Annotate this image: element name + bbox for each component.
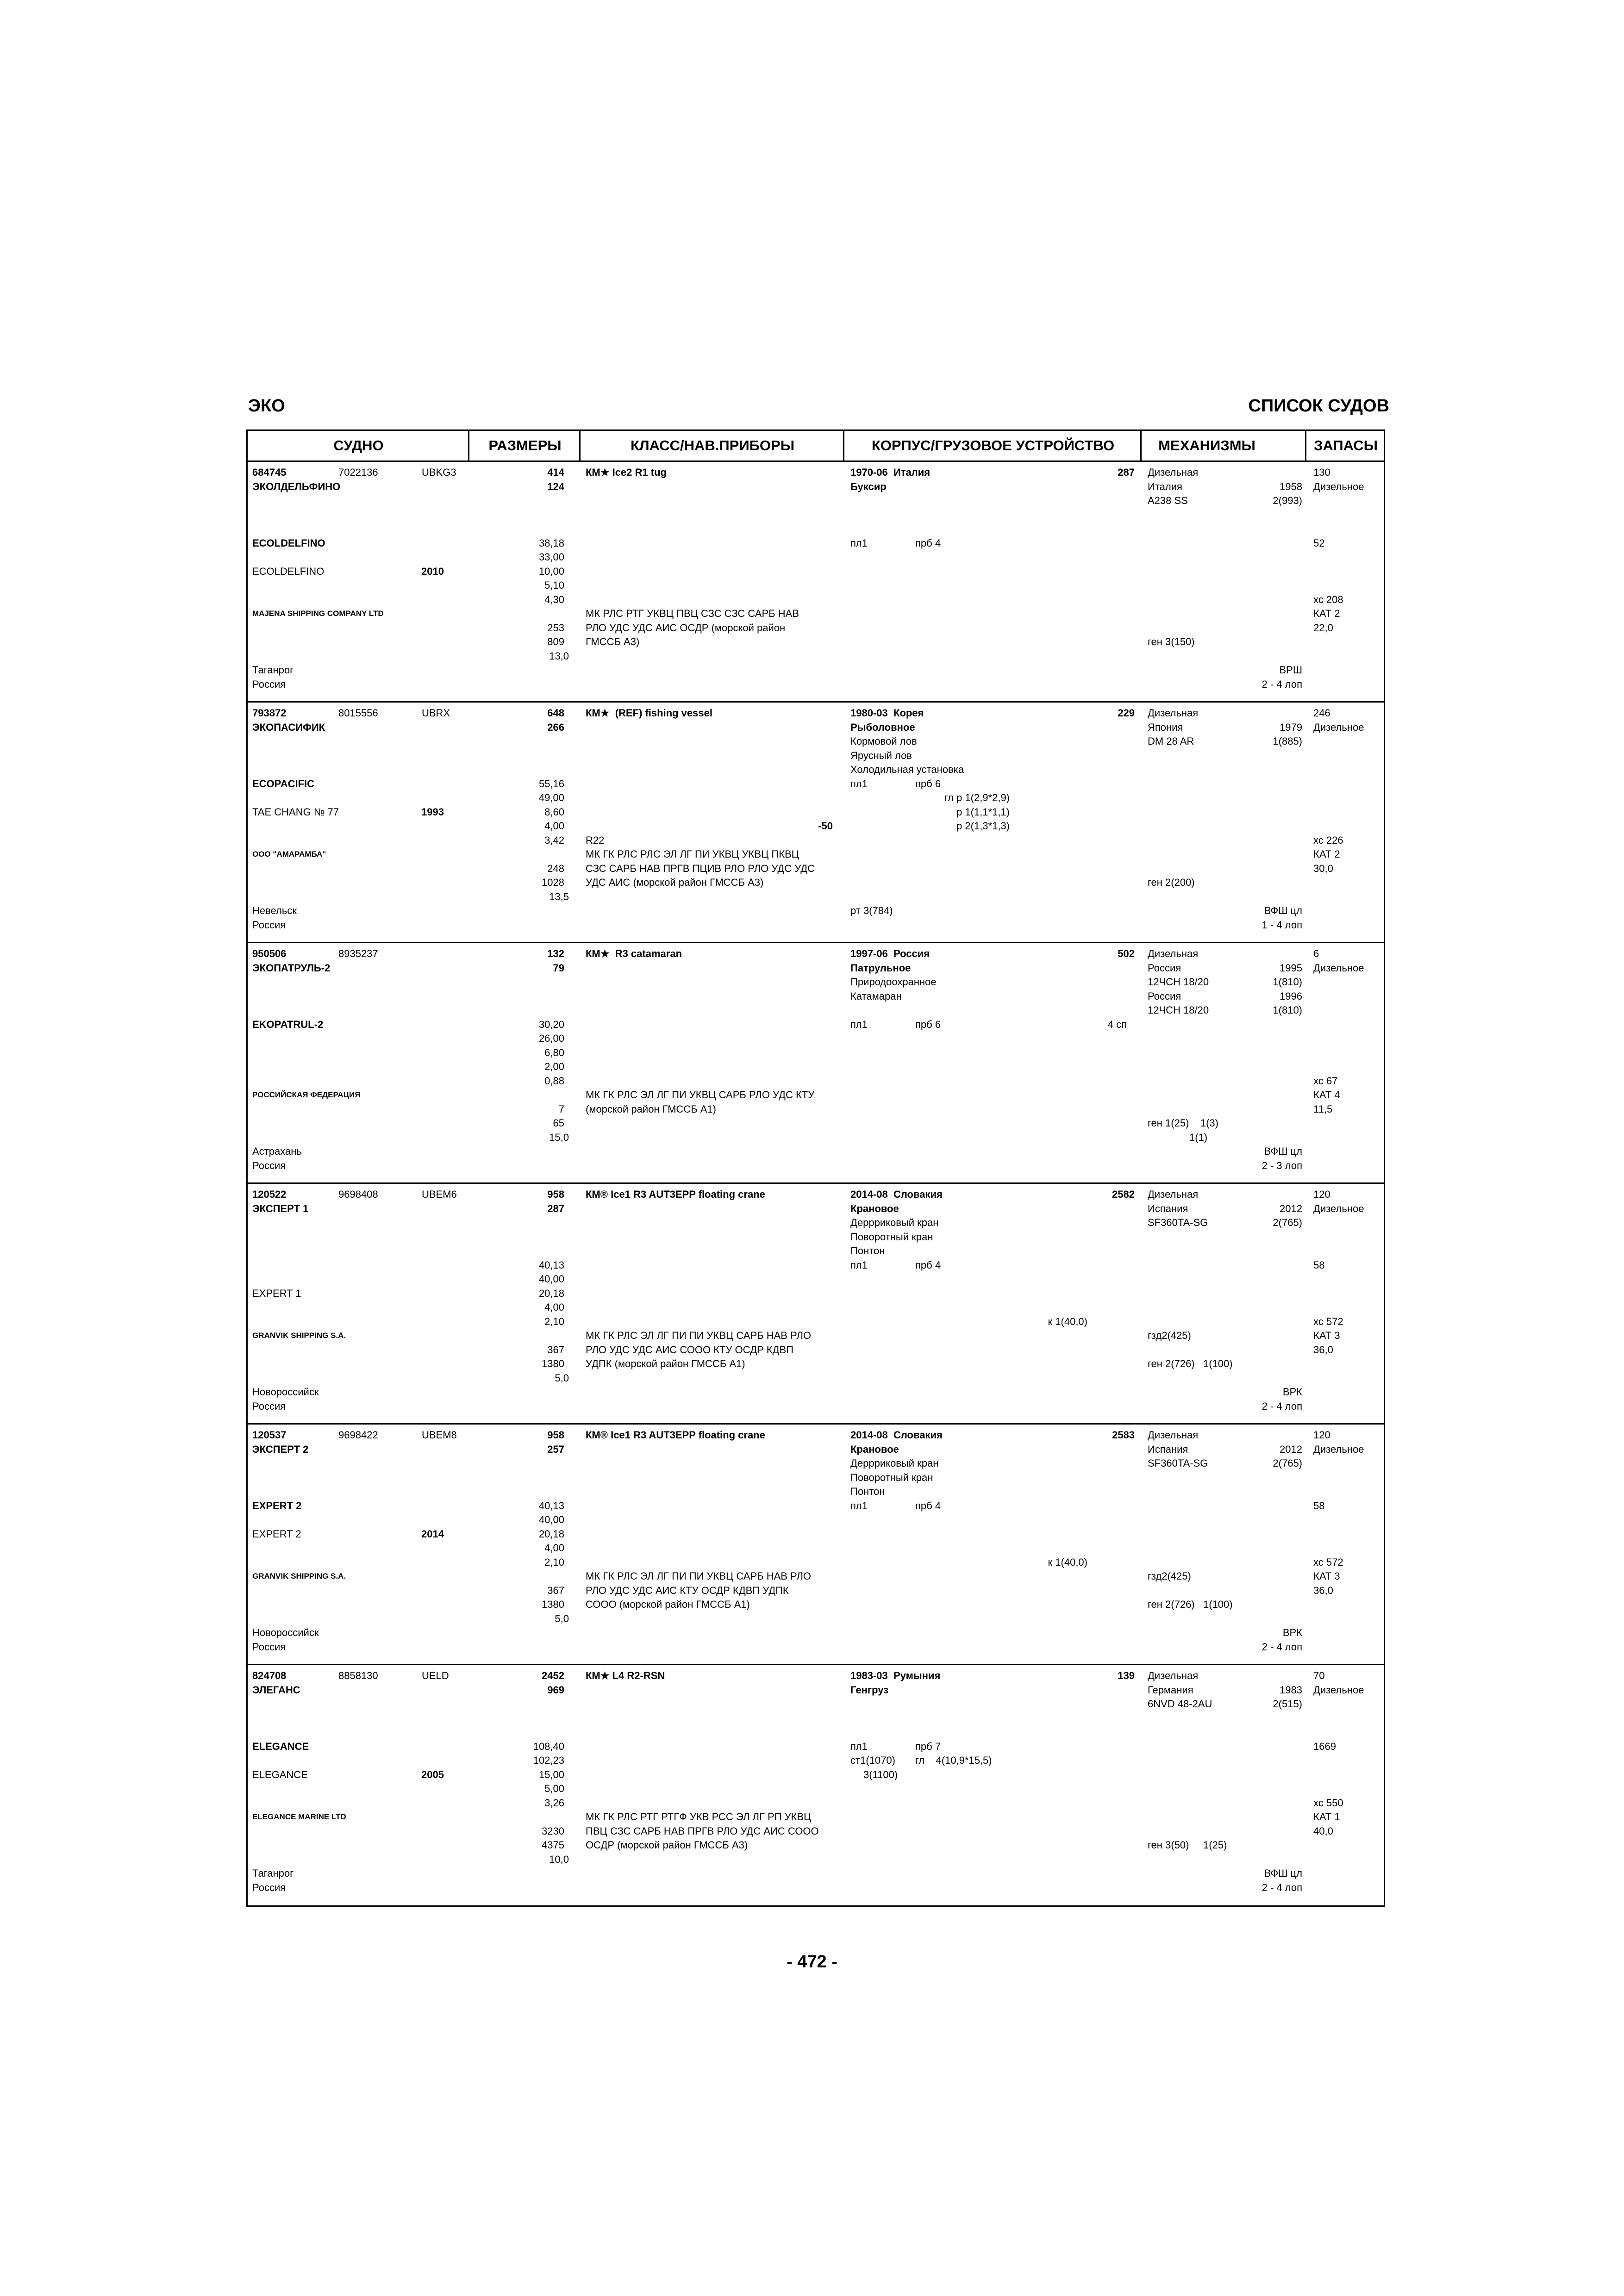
nav-equipment: ГМССБ А3) bbox=[586, 636, 640, 647]
hull-type: Рыболовное bbox=[850, 721, 915, 733]
hull-feature: Поворотный кран bbox=[850, 1471, 933, 1483]
engine-power: 2(765) bbox=[1273, 1457, 1302, 1469]
former-name: TAE CHANG № 77 bbox=[252, 806, 339, 818]
engine-info: 12ЧСН 18/20 bbox=[1148, 1004, 1209, 1016]
dimension-value: 287 bbox=[547, 1202, 564, 1214]
vessel-latin-name: ECOLDELFINO bbox=[252, 537, 325, 549]
generators: ген 3(50) 1(25) bbox=[1148, 1839, 1227, 1851]
imo-number: 9698408 bbox=[338, 1188, 378, 1200]
class-notation: КМ★ Ice2 R1 tug bbox=[586, 467, 667, 478]
vessel-record bbox=[248, 703, 1384, 943]
propeller-blades: 1 - 4 лоп bbox=[1262, 919, 1302, 931]
imo-number: 9698422 bbox=[338, 1429, 378, 1441]
crew-category: 11,5 bbox=[1313, 1103, 1333, 1115]
dimension-value: 248 bbox=[547, 862, 564, 874]
supply-code: 246 bbox=[1313, 707, 1330, 719]
dimension-value: 30,20 bbox=[538, 1018, 564, 1030]
supply-value: 52 bbox=[1313, 537, 1325, 549]
engine-year: 1995 bbox=[1280, 962, 1302, 974]
dimension-value: 20,18 bbox=[538, 1528, 564, 1540]
nav-equipment: РЛО УДС УДС АИС СООО КТУ ОСДР КДВП bbox=[586, 1344, 793, 1356]
propeller-blades: 2 - 4 лоп bbox=[1262, 678, 1302, 690]
hull-build: 1983-03 Румыния bbox=[850, 1670, 941, 1681]
imo-number: 7022136 bbox=[338, 467, 378, 478]
fuel-type: Дизельное bbox=[1313, 1443, 1364, 1455]
crew-category: 36,0 bbox=[1313, 1584, 1333, 1596]
engine-year: 1979 bbox=[1280, 721, 1302, 733]
imo-number: 8935237 bbox=[338, 948, 378, 959]
crew-category: КАТ 4 bbox=[1313, 1089, 1340, 1101]
nav-equipment: (морской район ГМССБ А1) bbox=[586, 1103, 716, 1115]
nav-equipment: РЛО УДС УДС АИС КТУ ОСДР КДВП УДПК bbox=[586, 1584, 789, 1596]
generators: гзд2(425) bbox=[1148, 1330, 1191, 1341]
call-sign: UBKG3 bbox=[422, 467, 456, 478]
hull-feature: Поворотный кран bbox=[850, 1231, 933, 1243]
fuel-type: Дизельное bbox=[1313, 1202, 1364, 1214]
port-of-registry: Новороссийск bbox=[252, 1386, 319, 1398]
hull-build: 1997-06 Россия bbox=[850, 948, 930, 959]
dimension-value: 5,00 bbox=[544, 1783, 564, 1794]
dimension-value: 2,10 bbox=[544, 1315, 564, 1327]
engine-power: 1(885) bbox=[1273, 735, 1302, 747]
nav-equipment: МК ГК РЛС ЭЛ ЛГ ПИ ПИ УКВЦ САРБ НАВ РЛО bbox=[586, 1570, 812, 1582]
col-header-vessel: СУДНО bbox=[333, 437, 384, 454]
vessel-name: ЭКОЛДЕЛЬФИНО bbox=[252, 480, 341, 492]
generators-extra: ген 2(726) 1(100) bbox=[1148, 1599, 1233, 1610]
dimension-value: 49,00 bbox=[538, 792, 564, 803]
flag: Россия bbox=[252, 678, 286, 690]
class-notation: КМ® Ice1 R3 AUT3EPP floating crane bbox=[586, 1429, 765, 1441]
generators: ген 2(200) bbox=[1148, 877, 1195, 888]
flag: Россия bbox=[252, 1159, 286, 1171]
hull-build: 2014-08 Словакия bbox=[850, 1188, 943, 1200]
vessel-name: ЭКОПАСИФИК bbox=[252, 721, 325, 733]
decks: пл1 bbox=[850, 1500, 868, 1512]
engine-power: 2(515) bbox=[1273, 1698, 1302, 1710]
nav-equipment: ПВЦ СЗС САРБ НАВ ПРГВ РЛО УДС АИС СООО bbox=[586, 1825, 819, 1837]
dimension-value: 414 bbox=[547, 467, 564, 478]
call-sign: UBRX bbox=[422, 707, 450, 719]
dimension-value: 33,00 bbox=[538, 551, 564, 563]
dimension-value: 1028 bbox=[542, 877, 564, 888]
crew-category: хс 208 bbox=[1313, 593, 1343, 605]
engine-info: Дизельная bbox=[1148, 1188, 1199, 1200]
vessel-name: ЭКСПЕРТ 2 bbox=[252, 1443, 309, 1455]
decks: пл1 bbox=[850, 537, 868, 549]
hull-type: Буксир bbox=[850, 480, 887, 492]
former-name-year: 2010 bbox=[421, 565, 444, 577]
engine-info: 12ЧСН 18/20 bbox=[1148, 976, 1209, 988]
owner: GRANVIK SHIPPING S.A. bbox=[252, 1572, 346, 1580]
former-name: EXPERT 1 bbox=[252, 1287, 301, 1299]
owner: MAJENA SHIPPING COMPANY LTD bbox=[252, 609, 384, 618]
generators: гзд2(425) bbox=[1148, 1570, 1191, 1582]
engine-info: Дизельная bbox=[1148, 948, 1199, 959]
section-title: ЭКО bbox=[248, 396, 285, 416]
crew-category: КАТ 1 bbox=[1313, 1811, 1340, 1823]
hull-type: Генгруз bbox=[850, 1684, 889, 1696]
engine-year: 1983 bbox=[1280, 1684, 1302, 1696]
crew-category: 36,0 bbox=[1313, 1344, 1333, 1356]
propeller-blades: 2 - 4 лоп bbox=[1262, 1881, 1302, 1893]
hull-build: 1970-06 Италия bbox=[850, 467, 931, 478]
former-name-year: 2014 bbox=[421, 1528, 444, 1540]
vessel-latin-name: ELEGANCE bbox=[252, 1740, 309, 1752]
propeller: ВФШ цл bbox=[1264, 1145, 1302, 1157]
nav-equipment: МК ГК РЛС РЛС ЭЛ ЛГ ПИ УКВЦ УКВЦ ПКВЦ bbox=[586, 848, 799, 860]
owner: ООО "АМАРАМБА" bbox=[252, 850, 326, 859]
engine-info: Дизельная bbox=[1148, 707, 1199, 719]
nav-equipment: R22 bbox=[586, 834, 605, 846]
cargo-hatch: гл р 1(2,9*2,9) bbox=[944, 792, 1010, 803]
cargo-gear: к 1(40,0) bbox=[1048, 1315, 1087, 1327]
propeller: ВРК bbox=[1282, 1386, 1302, 1398]
generators-extra: 1(1) bbox=[1189, 1131, 1208, 1143]
engine-power: 2(765) bbox=[1273, 1217, 1302, 1228]
cargo-gear: к 1(40,0) bbox=[1048, 1556, 1087, 1568]
imo-number: 8015556 bbox=[338, 707, 378, 719]
class-mark: -50 bbox=[818, 820, 833, 832]
nav-equipment: МК РЛС РТГ УКВЦ ПВЦ СЗС СЗС САРБ НАВ bbox=[586, 608, 799, 619]
dimension-value: 40,00 bbox=[538, 1273, 564, 1285]
flag: Россия bbox=[252, 1400, 286, 1412]
hull-number: 502 bbox=[1118, 948, 1135, 959]
hull-feature: Катамаран bbox=[850, 990, 902, 1002]
vessel-record bbox=[248, 462, 1384, 703]
supply-value: 1669 bbox=[1313, 1740, 1336, 1752]
engine-year: 1996 bbox=[1280, 990, 1302, 1002]
engine-year: 1958 bbox=[1280, 480, 1302, 492]
reg-number: 793872 bbox=[252, 707, 287, 719]
dimension-value: 648 bbox=[547, 707, 564, 719]
cargo-gear: 4 сп bbox=[1107, 1018, 1127, 1030]
flag: Россия bbox=[252, 1641, 286, 1653]
engine-info: Япония bbox=[1148, 721, 1183, 733]
port-of-registry: Астрахань bbox=[252, 1145, 302, 1157]
dimension-value: 40,13 bbox=[538, 1500, 564, 1512]
generators: ген 3(150) bbox=[1148, 636, 1195, 647]
propeller: ВФШ цл bbox=[1264, 905, 1302, 916]
dimension-value: 4,00 bbox=[544, 820, 564, 832]
dimension-value: 10,00 bbox=[538, 565, 564, 577]
nav-equipment: МК ГК РЛС ЭЛ ЛГ ПИ УКВЦ САРБ РЛО УДС КТУ bbox=[586, 1089, 815, 1101]
propeller-blades: 2 - 4 лоп bbox=[1262, 1400, 1302, 1412]
crew-category: хс 572 bbox=[1313, 1315, 1343, 1327]
dimension-value: 3230 bbox=[542, 1825, 564, 1837]
dimension-value: 15,00 bbox=[538, 1768, 564, 1780]
flag: Россия bbox=[252, 1881, 286, 1893]
nav-equipment: МК ГК РЛС ЭЛ ЛГ ПИ ПИ УКВЦ САРБ НАВ РЛО bbox=[586, 1330, 812, 1341]
dimension-value: 65 bbox=[553, 1117, 564, 1129]
vessel-latin-name: ECOPACIFIC bbox=[252, 778, 315, 790]
dimension-value: 55,16 bbox=[538, 778, 564, 790]
bulkheads: прб 7 bbox=[915, 1740, 941, 1752]
nav-equipment: УДС АИС (морской район ГМССБ А3) bbox=[586, 877, 764, 888]
nav-equipment: ОСДР (морской район ГМССБ А3) bbox=[586, 1839, 748, 1851]
hull-type: Крановое bbox=[850, 1443, 899, 1455]
engine-info: SF360TA-SG bbox=[1148, 1457, 1208, 1469]
engine-info: Дизельная bbox=[1148, 467, 1199, 478]
nav-equipment: СООО (морской район ГМССБ А1) bbox=[586, 1599, 750, 1610]
supply-value: 58 bbox=[1313, 1500, 1325, 1512]
col-header-dimensions: РАЗМЕРЫ bbox=[488, 437, 562, 454]
bulkheads: прб 4 bbox=[915, 537, 941, 549]
port-of-registry: Новороссийск bbox=[252, 1627, 319, 1638]
reg-number: 824708 bbox=[252, 1670, 287, 1681]
engine-power: 1(810) bbox=[1273, 1004, 1302, 1016]
dimension-value: 4,00 bbox=[544, 1542, 564, 1554]
supply-code: 130 bbox=[1313, 467, 1330, 478]
crew-category: КАТ 3 bbox=[1313, 1570, 1340, 1582]
vessel-record bbox=[248, 1425, 1384, 1665]
supply-code: 120 bbox=[1313, 1429, 1330, 1441]
nav-equipment: УДПК (морской район ГМССБ А1) bbox=[586, 1358, 745, 1369]
hull-number: 139 bbox=[1118, 1670, 1135, 1681]
cargo-hold: ст1(1070) гл 4(10,9*15,5) bbox=[850, 1755, 992, 1766]
dimension-value: 38,18 bbox=[538, 537, 564, 549]
dimension-value: 266 bbox=[547, 721, 564, 733]
dimension-value: 4375 bbox=[542, 1839, 564, 1851]
flag: Россия bbox=[252, 919, 286, 931]
reg-number: 684745 bbox=[252, 467, 287, 478]
dimension-value: 1380 bbox=[542, 1599, 564, 1610]
cargo-hold: 3(1100) bbox=[863, 1768, 898, 1780]
dimension-value: 6,80 bbox=[544, 1046, 564, 1058]
hull-feature: Холодильная установка bbox=[850, 764, 964, 775]
propeller: ВРШ bbox=[1279, 664, 1302, 676]
fuel-type: Дизельное bbox=[1313, 1684, 1364, 1696]
former-name: EXPERT 2 bbox=[252, 1528, 301, 1540]
class-notation: КМ★ L4 R2-RSN bbox=[586, 1670, 665, 1681]
supply-code: 70 bbox=[1313, 1670, 1325, 1681]
crew-category: КАТ 3 bbox=[1313, 1330, 1340, 1341]
generators: ген 1(25) 1(3) bbox=[1148, 1117, 1218, 1129]
engine-info: Италия bbox=[1148, 480, 1182, 492]
hull-type: Крановое bbox=[850, 1202, 899, 1214]
dimension-value: 969 bbox=[547, 1684, 564, 1696]
hull-build: 1980-03 Корея bbox=[850, 707, 924, 719]
dimension-value: 40,13 bbox=[538, 1259, 564, 1271]
vessel-name: ЭКОПАТРУЛЬ-2 bbox=[252, 962, 331, 974]
decks: пл1 bbox=[850, 1259, 868, 1271]
propeller: ВФШ цл bbox=[1264, 1867, 1302, 1879]
port-of-registry: Таганрог bbox=[252, 664, 294, 676]
hull-number: 2583 bbox=[1112, 1429, 1135, 1441]
engine-power: 2(993) bbox=[1273, 495, 1302, 506]
reg-number: 120522 bbox=[252, 1188, 287, 1200]
page-number: - 472 - bbox=[787, 1952, 837, 1972]
dimension-value: 132 bbox=[547, 948, 564, 959]
propeller-blades: 2 - 4 лоп bbox=[1262, 1641, 1302, 1653]
dimension-value: 809 bbox=[547, 636, 564, 647]
imo-number: 8858130 bbox=[338, 1670, 378, 1681]
call-sign: UBEM8 bbox=[422, 1429, 457, 1441]
vessel-table bbox=[246, 429, 1385, 1907]
hull-feature: Понтон bbox=[850, 1486, 885, 1497]
nav-equipment: МК ГК РЛС РТГ РТГФ УКВ РСС ЭЛ ЛГ РП УКВЦ bbox=[586, 1811, 812, 1823]
nav-equipment: СЗС САРБ НАВ ПРГВ ПЦИВ РЛО РЛО УДС УДС bbox=[586, 862, 815, 874]
dimension-value: 26,00 bbox=[538, 1033, 564, 1044]
col-header-supplies: ЗАПАСЫ bbox=[1313, 437, 1378, 454]
dimension-value: 13,0 bbox=[549, 650, 569, 662]
owner: GRANVIK SHIPPING S.A. bbox=[252, 1331, 346, 1340]
dimension-value: 1380 bbox=[542, 1358, 564, 1369]
engine-info: Испания bbox=[1148, 1202, 1188, 1214]
dimension-value: 2452 bbox=[542, 1670, 564, 1681]
hull-number: 2582 bbox=[1112, 1188, 1135, 1200]
dimension-value: 2,10 bbox=[544, 1556, 564, 1568]
dimension-value: 15,0 bbox=[549, 1131, 569, 1143]
dimension-value: 124 bbox=[547, 480, 564, 492]
hull-feature: Понтон bbox=[850, 1245, 885, 1257]
dimension-value: 3,42 bbox=[544, 834, 564, 846]
bulkheads: прб 4 bbox=[915, 1259, 941, 1271]
reg-number: 120537 bbox=[252, 1429, 287, 1441]
engine-info: Россия bbox=[1148, 962, 1181, 974]
former-name: ELEGANCE bbox=[252, 1768, 308, 1780]
owner: РОССИЙСКАЯ ФЕДЕРАЦИЯ bbox=[252, 1090, 361, 1099]
dimension-value: 7 bbox=[558, 1103, 564, 1115]
call-sign: UELD bbox=[422, 1670, 449, 1681]
hull-number: 229 bbox=[1118, 707, 1135, 719]
engine-info: Дизельная bbox=[1148, 1429, 1199, 1441]
dimension-value: 253 bbox=[547, 622, 564, 634]
dimension-value: 5,0 bbox=[555, 1372, 569, 1384]
former-name-year: 2005 bbox=[421, 1768, 444, 1780]
dimension-value: 79 bbox=[553, 962, 564, 974]
dimension-value: 3,26 bbox=[544, 1797, 564, 1809]
decks: пл1 bbox=[850, 1018, 868, 1030]
crew-category: хс 572 bbox=[1313, 1556, 1343, 1568]
former-name-year: 1993 bbox=[421, 806, 444, 818]
class-notation: КМ★ (REF) fishing vessel bbox=[586, 707, 712, 719]
crew-category: 30,0 bbox=[1313, 862, 1333, 874]
dimension-value: 10,0 bbox=[549, 1853, 569, 1865]
hull-build: 2014-08 Словакия bbox=[850, 1429, 943, 1441]
col-header-class: КЛАСС/НАВ.ПРИБОРЫ bbox=[630, 437, 795, 454]
bulkheads: прб 4 bbox=[915, 1500, 941, 1512]
hull-number: 287 bbox=[1118, 467, 1135, 478]
dimension-value: 5,0 bbox=[555, 1612, 569, 1624]
hull-feature: Кормовой лов bbox=[850, 735, 917, 747]
engine-info: SF360TA-SG bbox=[1148, 1217, 1208, 1228]
crew-category: КАТ 2 bbox=[1313, 848, 1340, 860]
vessel-name: ЭЛЕГАНС bbox=[252, 1684, 300, 1696]
hull-feature: Ярусный лов bbox=[850, 749, 912, 761]
cargo-hatch: р 1(1,1*1,1) bbox=[956, 806, 1010, 818]
fuel-type: Дизельное bbox=[1313, 721, 1364, 733]
propeller-blades: 2 - 3 лоп bbox=[1262, 1159, 1302, 1171]
crew-category: КАТ 2 bbox=[1313, 608, 1340, 619]
dimension-value: 4,00 bbox=[544, 1301, 564, 1313]
class-notation: КМ® Ice1 R3 AUT3EPP floating crane bbox=[586, 1188, 765, 1200]
dimension-value: 958 bbox=[547, 1429, 564, 1441]
fuel-type: Дизельное bbox=[1313, 480, 1364, 492]
engine-info: DM 28 AR bbox=[1148, 735, 1194, 747]
engine-power: 1(810) bbox=[1273, 976, 1302, 988]
engine-info: Испания bbox=[1148, 1443, 1188, 1455]
decks: пл1 bbox=[850, 1740, 868, 1752]
vessel-latin-name: EKOPATRUL-2 bbox=[252, 1018, 324, 1030]
dimension-value: 257 bbox=[547, 1443, 564, 1455]
propeller: ВРК bbox=[1282, 1627, 1302, 1638]
dimension-value: 102,23 bbox=[533, 1755, 564, 1766]
hull-feature: Природоохранное bbox=[850, 976, 937, 988]
engine-info: A238 SS bbox=[1148, 495, 1188, 506]
supply-value: 58 bbox=[1313, 1259, 1325, 1271]
crew-category: хс 226 bbox=[1313, 834, 1343, 846]
cargo-hatch: р 2(1,3*1,3) bbox=[956, 820, 1010, 832]
col-header-hull: КОРПУС/ГРУЗОВОЕ УСТРОЙСТВО bbox=[871, 437, 1115, 454]
dimension-value: 367 bbox=[547, 1584, 564, 1596]
supply-code: 120 bbox=[1313, 1188, 1330, 1200]
engine-info: Дизельная bbox=[1148, 1670, 1199, 1681]
port-of-registry: Невельск bbox=[252, 905, 297, 916]
dimension-value: 108,40 bbox=[533, 1740, 564, 1752]
crew-category: 40,0 bbox=[1313, 1825, 1333, 1837]
dimension-value: 958 bbox=[547, 1188, 564, 1200]
nav-equipment: РЛО УДС УДС АИС ОСДР (морской район bbox=[586, 622, 786, 634]
engine-info: 6NVD 48-2AU bbox=[1148, 1698, 1212, 1710]
supply-code: 6 bbox=[1313, 948, 1319, 959]
dimension-value: 40,00 bbox=[538, 1514, 564, 1525]
dimension-value: 20,18 bbox=[538, 1287, 564, 1299]
hull-type: Патрульное bbox=[850, 962, 911, 974]
crew-category: хс 550 bbox=[1313, 1797, 1343, 1809]
crew-category: 22,0 bbox=[1313, 622, 1333, 634]
engine-year: 2012 bbox=[1280, 1443, 1302, 1455]
engine-year: 2012 bbox=[1280, 1202, 1302, 1214]
bulkheads: прб 6 bbox=[915, 1018, 941, 1030]
decks: пл1 bbox=[850, 778, 868, 790]
vessel-name: ЭКСПЕРТ 1 bbox=[252, 1202, 309, 1214]
vessel-record bbox=[248, 1665, 1384, 1906]
bulkheads: прб 6 bbox=[915, 778, 941, 790]
vessel-latin-name: EXPERT 2 bbox=[252, 1500, 302, 1512]
hull-feature: Деррриковый кран bbox=[850, 1217, 939, 1228]
dimension-value: 0,88 bbox=[544, 1075, 564, 1087]
call-sign: UBEM6 bbox=[422, 1188, 457, 1200]
vessel-record bbox=[248, 943, 1384, 1184]
reg-number: 950506 bbox=[252, 948, 287, 959]
engine-info: Россия bbox=[1148, 990, 1181, 1002]
generators-extra: ген 2(726) 1(100) bbox=[1148, 1358, 1233, 1369]
dimension-value: 367 bbox=[547, 1344, 564, 1356]
fuel-type: Дизельное bbox=[1313, 962, 1364, 974]
list-title: СПИСОК СУДОВ bbox=[1248, 396, 1389, 416]
hull-feature: Деррриковый кран bbox=[850, 1457, 939, 1469]
port-of-registry: Таганрог bbox=[252, 1867, 294, 1879]
owner: ELEGANCE MARINE LTD bbox=[252, 1812, 346, 1821]
class-notation: КМ★ R3 catamaran bbox=[586, 948, 682, 959]
dimension-value: 4,30 bbox=[544, 593, 564, 605]
dimension-value: 2,00 bbox=[544, 1061, 564, 1072]
dimension-value: 5,10 bbox=[544, 579, 564, 591]
former-name: ECOLDELFINO bbox=[252, 565, 325, 577]
col-header-machinery: МЕХАНИЗМЫ bbox=[1158, 437, 1255, 454]
vessel-record bbox=[248, 1184, 1384, 1425]
refrigeration: рт 3(784) bbox=[850, 905, 893, 916]
dimension-value: 8,60 bbox=[544, 806, 564, 818]
dimension-value: 13,5 bbox=[549, 890, 569, 902]
engine-info: Германия bbox=[1148, 1684, 1193, 1696]
crew-category: хс 67 bbox=[1313, 1075, 1338, 1087]
